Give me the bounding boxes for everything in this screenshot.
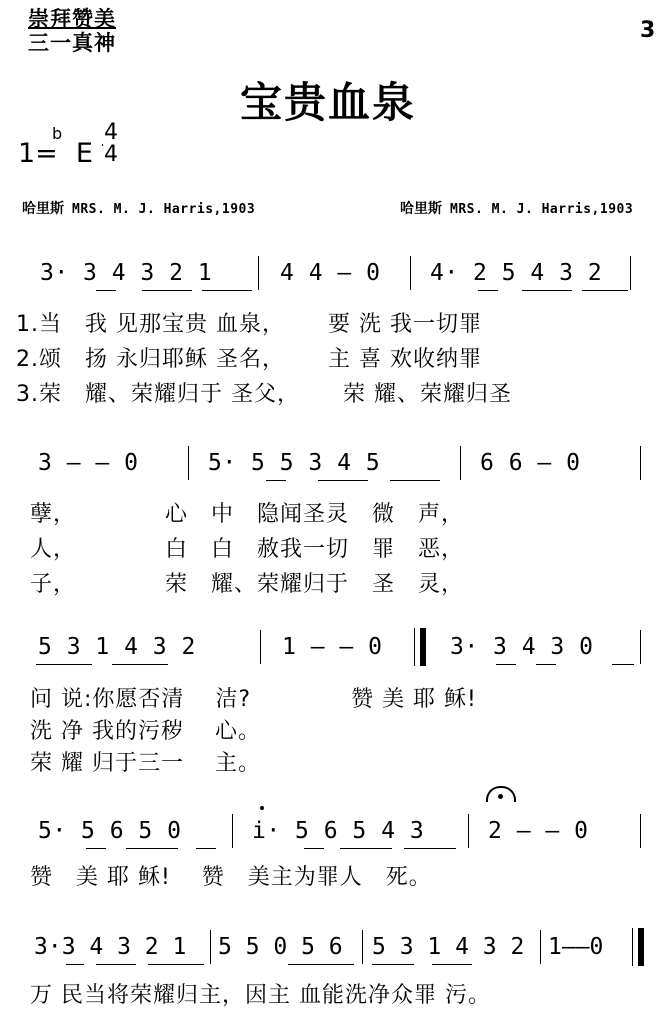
row5-measure4: 1––0 bbox=[548, 934, 604, 960]
underline bbox=[36, 664, 92, 665]
flat-sign: b bbox=[52, 124, 63, 143]
row5-measure2: 5 5 0 5 6 bbox=[218, 934, 343, 960]
row1-verse2: 2.颂 扬 永归耶稣 圣名， 主 喜 欢收纳罪 bbox=[16, 347, 482, 372]
row3-verse2: 洗 净 我的污秽 心。 bbox=[30, 719, 261, 744]
underline bbox=[266, 480, 286, 481]
underline bbox=[496, 664, 516, 665]
underline bbox=[96, 964, 136, 965]
row3-measure2: 1 – – 0 bbox=[282, 634, 383, 660]
row1-measure3: 4· 2 5 4 3 2 bbox=[430, 260, 603, 286]
underline bbox=[432, 964, 472, 965]
time-top: 4 bbox=[104, 120, 118, 145]
underline bbox=[202, 290, 252, 291]
row4-measure3: 2 – – 0 bbox=[488, 818, 589, 844]
octave-dot-icon bbox=[260, 806, 264, 810]
underline bbox=[536, 664, 556, 665]
row1-verse3: 3.荣 耀、荣耀归于 圣父， 荣 耀、荣耀归圣 bbox=[16, 382, 512, 407]
hymn-title: 宝贵血泉 bbox=[240, 78, 417, 127]
lyricist-credit bbox=[400, 198, 633, 218]
underline bbox=[404, 848, 456, 849]
underline bbox=[478, 290, 498, 291]
composer-en: MRS. M. J. Harris,1903 bbox=[72, 202, 256, 217]
row2-verse2: 人， 白 白 赦我一切 罪 恶， bbox=[30, 537, 464, 562]
row4-verse1: 赞 美 耶 稣! 赞 美主为罪人 死。 bbox=[30, 865, 432, 890]
row4-measure2: i· 5 6 5 4 3 bbox=[252, 818, 425, 844]
page-number: 3 bbox=[640, 18, 656, 43]
hymnal-series-line2: 三一真神 bbox=[28, 31, 116, 55]
lyricist-cn: 哈里斯 bbox=[400, 201, 442, 217]
underline bbox=[112, 664, 168, 665]
row1-measure2: 4 4 – 0 bbox=[280, 260, 381, 286]
lyricist-en: MRS. M. J. Harris,1903 bbox=[450, 202, 634, 217]
barline bbox=[640, 814, 641, 848]
double-barline bbox=[420, 628, 426, 666]
row3-measure1: 5 3 1 4 3 2 bbox=[38, 634, 196, 660]
key-signature bbox=[18, 124, 93, 169]
barline bbox=[632, 928, 633, 966]
barline bbox=[362, 930, 363, 964]
row2-measure3: 6 6 – 0 bbox=[480, 450, 581, 476]
barline bbox=[410, 256, 411, 290]
underline bbox=[126, 848, 178, 849]
key-prefix: 1= bbox=[18, 138, 58, 169]
underline bbox=[522, 290, 572, 291]
barline bbox=[258, 256, 259, 290]
underline bbox=[372, 964, 414, 965]
barline bbox=[640, 446, 641, 480]
composer-cn: 哈里斯 bbox=[22, 201, 64, 217]
underline bbox=[340, 848, 392, 849]
underline bbox=[86, 848, 106, 849]
barline bbox=[630, 256, 631, 290]
barline bbox=[460, 446, 461, 480]
row5-measure3: 5 3 1 4 3 2 bbox=[372, 934, 525, 960]
underline bbox=[142, 290, 192, 291]
row4-measure1: 5· 5 6 5 0 bbox=[38, 818, 182, 844]
underline bbox=[66, 964, 84, 965]
barline bbox=[540, 930, 541, 964]
row1-measure1: 3· 3 4 3 2 1 bbox=[40, 260, 213, 286]
barline bbox=[414, 628, 415, 666]
underline bbox=[288, 964, 354, 965]
underline bbox=[96, 290, 116, 291]
row2-measure2: 5· 5 5 3 4 5 bbox=[208, 450, 381, 476]
barline bbox=[468, 814, 469, 848]
double-barline bbox=[638, 928, 644, 966]
time-bottom: 4 bbox=[104, 142, 118, 167]
barline bbox=[260, 630, 261, 664]
row3-verse1: 问 说:你愿否清 洁? 赞 美 耶 稣! bbox=[30, 687, 477, 712]
row2-verse3: 子， 荣 耀、荣耀归于 圣 灵， bbox=[30, 572, 464, 597]
underline bbox=[582, 290, 628, 291]
barline bbox=[188, 446, 189, 480]
composer-credit bbox=[22, 198, 255, 218]
row3-measure3: 3· 3 4 3 0 bbox=[450, 634, 594, 660]
underline bbox=[390, 480, 440, 481]
underline bbox=[318, 480, 368, 481]
fermata-icon bbox=[486, 786, 516, 802]
barline bbox=[232, 814, 233, 848]
row1-verse1: 1.当 我 见那宝贵 血泉， 要 洗 我一切罪 bbox=[16, 312, 482, 337]
underline bbox=[196, 848, 216, 849]
underline bbox=[612, 664, 634, 665]
row5-measure1: 3·3 4 3 2 1 bbox=[34, 934, 187, 960]
row2-verse1: 孽， 心 中 隐闻圣灵 微 声， bbox=[30, 502, 464, 527]
barline bbox=[640, 630, 641, 664]
key-note: E bbox=[75, 138, 93, 169]
time-fraction-line bbox=[102, 144, 103, 146]
barline bbox=[210, 930, 211, 964]
underline bbox=[148, 964, 204, 965]
row2-measure1: 3 – – 0 bbox=[38, 450, 139, 476]
time-signature bbox=[100, 122, 122, 166]
hymnal-series-line1: 崇拜赞美 bbox=[28, 7, 116, 31]
underline bbox=[304, 848, 324, 849]
row5-verse1: 万 民当将荣耀归主，因主 血能洗净众罪 污。 bbox=[30, 983, 491, 1008]
row3-verse3: 荣 耀 归于三一 主。 bbox=[30, 751, 261, 776]
